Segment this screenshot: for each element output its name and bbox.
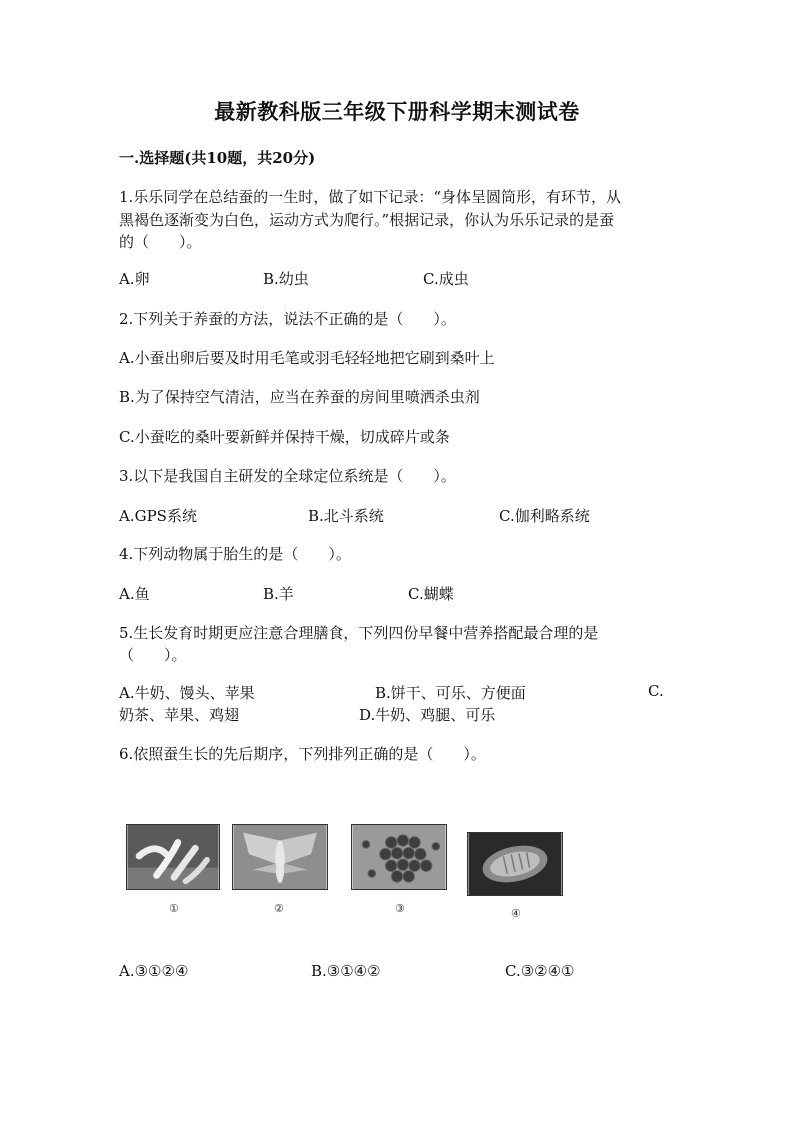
q2-stem: 2.下列关于养蚕的方法，说法不正确的是（ ）。 [119,310,456,328]
q1-stem-line-1: 1.乐乐同学在总结蚕的一生时，做了如下记录：“身体呈圆筒形，有环节，从 [119,188,621,206]
q6-option-a[interactable]: A.③①②④ [119,962,189,980]
q1-option-b[interactable]: B.幼虫 [263,270,309,288]
q5-option-c-label[interactable]: C. [648,682,664,700]
q1-stem-line-2: 黑褐色逐渐变为白色，运动方式为爬行。”根据记录，你认为乐乐记录的是蚕 [119,211,615,229]
q2-option-b[interactable]: B.为了保持空气清洁，应当在养蚕的房间里喷洒杀虫剂 [119,388,480,406]
q5-option-c-text[interactable]: 奶茶、苹果、鸡翅 [119,706,240,724]
q1-option-a[interactable]: A.卵 [119,270,150,288]
page-title: 最新教科版三年级下册科学期末测试卷 [214,99,580,124]
q2-option-c[interactable]: C.小蚕吃的桑叶要新鲜并保持干燥，切成碎片或条 [119,428,450,446]
q3-option-a[interactable]: A.GPS系统 [119,507,197,525]
photo-caption-3: ③ [395,902,405,915]
q6-option-c[interactable]: C.③②④① [505,962,575,980]
section-heading: 一.选择题(共10题，共20分) [119,149,316,167]
q4-option-c[interactable]: C.蝴蝶 [408,585,454,603]
photo-caption-1: ① [169,902,179,915]
q5-stem-line-1: 5.生长发育时期更应注意合理膳食，下列四份早餐中营养搭配最合理的是 [119,624,599,642]
q3-option-c[interactable]: C.伽利略系统 [499,507,590,525]
q6-stem: 6.依照蚕生长的先后期序，下列排列正确的是（ ）。 [119,745,486,763]
photo-caption-2: ② [274,902,284,915]
q4-stem: 4.下列动物属于胎生的是（ ）。 [119,545,351,563]
q6-option-b[interactable]: B.③①④② [311,962,381,980]
silkworm-pupa-photo [467,832,563,896]
q4-option-b[interactable]: B.羊 [263,585,294,603]
q4-option-a[interactable]: A.鱼 [119,585,150,603]
q5-option-b[interactable]: B.饼干、可乐、方便面 [375,684,526,702]
q3-stem: 3.以下是我国自主研发的全球定位系统是（ ）。 [119,467,456,485]
q5-option-a[interactable]: A.牛奶、馒头、苹果 [119,684,255,702]
photo-caption-4: ④ [511,907,521,920]
q1-stem-line-3: 的（ ）。 [119,233,202,251]
q2-option-a[interactable]: A.小蚕出卵后要及时用毛笔或羽毛轻轻地把它刷到桑叶上 [119,349,495,367]
q1-option-c[interactable]: C.成虫 [423,270,469,288]
silkworm-eggs-photo [351,824,447,890]
silk-moth-photo [232,824,328,890]
q5-stem-line-2: （ ）。 [119,646,187,664]
q5-option-d[interactable]: D.牛奶、鸡腿、可乐 [359,706,496,724]
silkworm-larvae-photo [126,824,220,890]
q3-option-b[interactable]: B.北斗系统 [308,507,384,525]
